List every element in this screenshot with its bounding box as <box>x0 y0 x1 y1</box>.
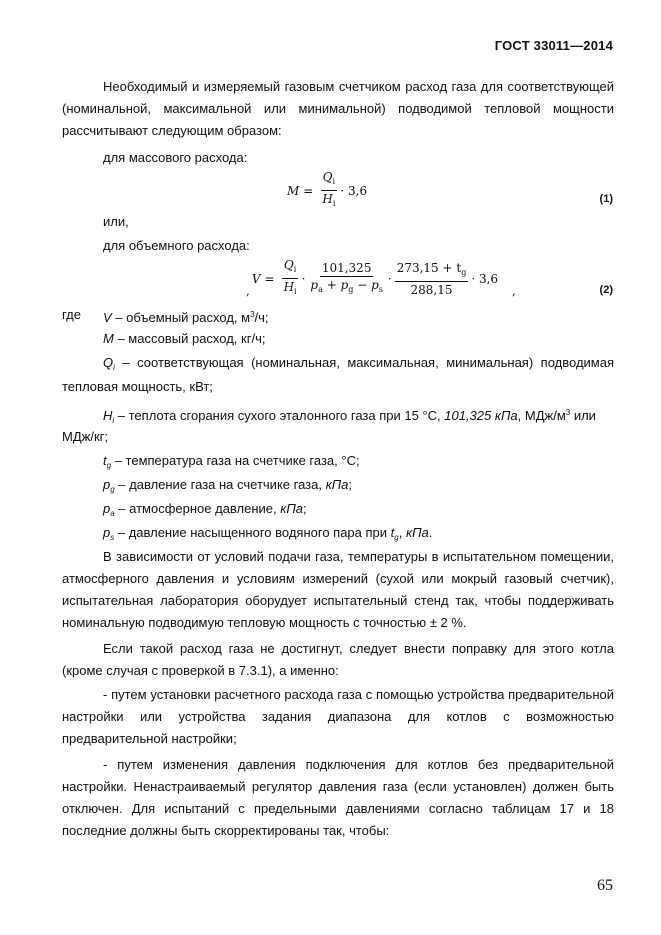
def-m <box>103 328 265 350</box>
def-v <box>103 304 269 329</box>
formula2-f1-num-sub: i <box>293 265 297 274</box>
or-label: или, <box>103 214 129 229</box>
def-ps-symbol: p <box>103 525 111 540</box>
mass-flow-label: для массового расхода: <box>103 150 248 165</box>
def-m-symbol: M <box>103 331 114 346</box>
def-t-symbol: t <box>103 453 107 468</box>
formula2-f2-num: 101,325 <box>321 260 372 275</box>
def-pa <box>103 498 307 525</box>
formula2-f2-den-p: p <box>310 277 319 292</box>
def-ps <box>103 522 432 549</box>
def-h <box>103 402 614 432</box>
paragraph-correction: Если такой расход газа не достигнут, следует внести поправку для этого котла (кроме случая с проверкой в 7.3.1), а именно: <box>62 641 614 678</box>
def-t <box>103 450 360 477</box>
formula2-f3-num: 273,15 + t <box>396 260 462 275</box>
def-h-cont: МДж/кг; <box>62 429 108 444</box>
def-pa-unit: кПа <box>280 501 304 516</box>
def-ps-mid: , <box>398 525 406 540</box>
formula1-lhs: M <box>287 183 300 198</box>
def-q-symbol: Q <box>103 355 114 370</box>
formula2-f2-den-sub-a: a <box>318 284 323 294</box>
formula2-f3-num-sub: g <box>461 267 467 277</box>
formula2-f1-den: H <box>283 280 295 294</box>
def-t-text: – температура газа на счетчике газа, °С; <box>111 453 360 468</box>
formula2-f2-den-plus: + p <box>322 277 349 292</box>
def-pg-symbol: p <box>103 477 111 492</box>
intro-paragraph: Необходимый и измеряемый газовым счетчиком расход газа для соответствующей (номинальной, максимальной или минимальной) подводимой тепловой мощности рассчитывают следующим образом: <box>62 79 614 138</box>
def-pa-sub: a <box>110 509 115 518</box>
volume-flow-label: для объемного расхода: <box>103 238 250 253</box>
equation-number-1: (1) <box>599 193 613 205</box>
def-q <box>103 352 614 379</box>
formula2-f2-den-sub-s: s <box>378 284 383 294</box>
def-h-sub: i <box>112 416 115 425</box>
formula-volume-flow <box>246 258 516 299</box>
def-h-sup: 3 <box>565 408 571 417</box>
def-q-cont: тепловая мощность, кВт; <box>62 379 213 394</box>
def-pg-unit: кПа <box>325 477 349 492</box>
formula2-lhs: V <box>251 271 261 286</box>
page-number: 65 <box>597 877 613 894</box>
def-ps-t: t <box>390 525 395 540</box>
equation-number-2: (2) <box>599 284 613 296</box>
formula1-den: H <box>322 192 333 206</box>
formula2-f1-den-sub: i <box>294 287 297 296</box>
formula2-trail: , <box>512 283 516 298</box>
def-pa-tail: ; <box>303 501 307 516</box>
formula2-f3-den: 288,15 <box>410 282 453 297</box>
def-pg <box>103 474 352 501</box>
paragraph-conditions: В зависимости от условий подачи газа, температуры в испытательном помещении, атмосферного давления и условиям измерений (сухой или мокрый газовый счетчик), испытательная лаборатория оборудует испытательный стенд так, чтобы поддерживать номинальную подводимую тепловую мощность с точностью ± 2 %. <box>62 549 614 630</box>
formula2-f1-num: Q <box>283 258 294 272</box>
defs-where-label: где <box>62 307 81 322</box>
def-v-tail: /ч; <box>254 310 269 325</box>
formula2-dot-1: · <box>301 271 306 286</box>
def-q-text: – соответствующая (номинальная, максимальная, минимальная) подводимая <box>114 355 614 370</box>
def-pa-text: – атмосферное давление, <box>114 501 281 516</box>
formula2-dot-2: · <box>387 271 392 286</box>
def-h-tail: или <box>570 408 596 423</box>
bullet-pressure-change: - путем изменения давления подключения для котлов без предварительной настройки. Ненастраиваемый регулятор давления газа (если установлен) должен быть отключен. Для испытаний с предельными давлениями согласно таблицам 17 и 18 последние должны быть скорректированы так, чтобы: <box>62 757 614 838</box>
formula2-fraction-3 <box>395 261 469 297</box>
def-pg-sub: g <box>110 485 115 494</box>
def-ps-t-sub: g <box>394 533 399 542</box>
def-ps-text: – давление насыщенного водяного пара при <box>114 525 391 540</box>
formula2-f2-den-sub-g: g <box>348 284 354 294</box>
document-header: ГОСТ 33011—2014 <box>494 38 613 53</box>
def-h-pressure: 101,325 кПа <box>444 408 518 423</box>
def-ps-unit: кПа <box>405 525 429 540</box>
def-h-text: – теплота сгорания сухого эталонного газа при 15 °С, <box>114 408 445 423</box>
formula-mass-flow <box>287 170 367 211</box>
def-pg-text: – давление газа на счетчике газа, <box>114 477 326 492</box>
formula1-num-sub: i <box>332 177 336 186</box>
formula2-mult: · 3,6 <box>471 271 499 286</box>
def-v-text: – объемный расход, м <box>111 310 251 325</box>
def-ps-tail: . <box>428 525 433 540</box>
def-pg-tail: ; <box>348 477 352 492</box>
def-t-sub: g <box>106 461 112 470</box>
formula2-lead: , <box>246 283 250 298</box>
formula1-den-sub: i <box>332 199 336 208</box>
formula1-num: Q <box>322 170 333 184</box>
def-q-sub: i <box>113 363 115 372</box>
def-m-text: – массовый расход, кг/ч; <box>113 331 266 346</box>
formula2-fraction-2 <box>308 261 384 297</box>
def-v-sup: 3 <box>250 310 255 319</box>
formula1-eq: = <box>303 183 314 198</box>
formula2-eq: = <box>264 271 275 286</box>
formula1-mult: · 3,6 <box>340 183 368 198</box>
def-v-symbol: V <box>103 310 112 325</box>
formula1-fraction <box>320 170 337 211</box>
def-h-symbol: H <box>103 408 113 423</box>
def-pa-symbol: p <box>103 501 111 516</box>
def-h-unit: , МДж/м <box>517 408 566 423</box>
bullet-preset-device: - путем установки расчетного расхода газа с помощью устройства предварительной настройки или устройства задания диапазона для котлов с возможностью предварительной настройки; <box>62 687 614 746</box>
formula2-f2-den-minus: − p <box>353 277 379 292</box>
def-ps-sub: s <box>110 533 115 542</box>
formula2-fraction-1 <box>282 258 299 299</box>
